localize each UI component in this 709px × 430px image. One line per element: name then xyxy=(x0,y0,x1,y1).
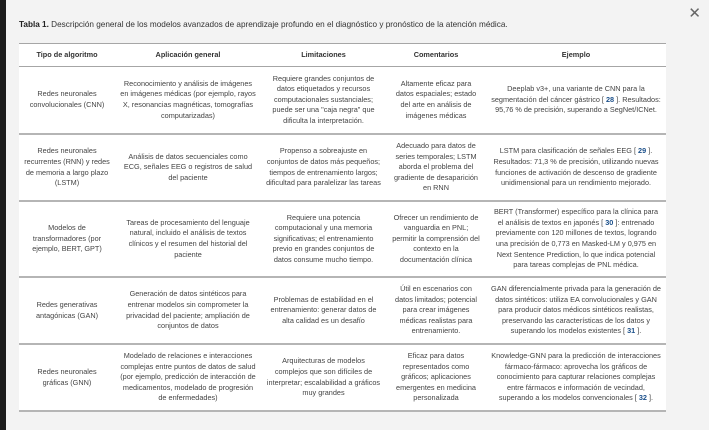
header-aplicacion: Aplicación general xyxy=(115,44,261,67)
cell-limitaciones: Propenso a sobreajuste en conjuntos de datos más pequeños; tiempos de entrenamiento largos; dificultad para paralelizar las tareas xyxy=(261,134,386,201)
close-icon[interactable]: ✕ xyxy=(688,5,701,22)
cell-comentarios: Eficaz para datos representados como gráficos; aplicaciones emergentes en medicina personalizada xyxy=(386,344,486,411)
table-container xyxy=(19,43,666,412)
cell-ejemplo xyxy=(486,201,666,277)
ejemplo-text: ]. Resultados: 95,76 % de precisión, superando a SegNet/ICNet. xyxy=(495,94,661,115)
ejemplo-text: ]: entrenado previamente con 120 millones de textos, logrando una precisión de 0,773 en Masked-LM y 0,975 en Next Sentence Prediction, lo que indica potencial para tareas complejas de PNL médica. xyxy=(495,217,657,270)
ejemplo-text: Deeplab v3+, una variante de CNN para la segmentación del cáncer gástrico [ xyxy=(491,84,645,104)
reference-link[interactable]: 32 xyxy=(638,393,647,403)
cell-limitaciones: Requiere una potencia computacional y una memoria significativas; el entrenamiento previo en grandes conjuntos de datos consume mucho tiempo. xyxy=(261,201,386,277)
cell-aplicacion: Reconocimiento y análisis de imágenes en imágenes médicas (por ejemplo, rayos X, resonancias magnéticas, tomografías computarizadas) xyxy=(115,67,261,135)
cell-aplicacion: Tareas de procesamiento del lenguaje natural, incluido el análisis de textos clínicos y el resumen del historial del paciente xyxy=(115,201,261,277)
cell-comentarios: Altamente eficaz para datos espaciales; estado del arte en análisis de imágenes médicas xyxy=(386,67,486,135)
cell-ejemplo xyxy=(486,134,666,201)
cell-ejemplo xyxy=(486,344,666,411)
ejemplo-text: ]. xyxy=(635,326,642,336)
cell-tipo: Redes neuronales gráficas (GNN) xyxy=(19,344,115,411)
header-tipo: Tipo de algoritmo xyxy=(19,44,115,67)
cell-tipo: Redes neuronales convolucionales (CNN) xyxy=(19,67,115,135)
caption-text: Descripción general de los modelos avanzados de aprendizaje profundo en el diagnóstico y pronóstico de la atención médica. xyxy=(48,20,508,29)
cell-limitaciones: Arquitecturas de modelos complejos que son difíciles de interpretar; escalabilidad a gráficos muy grandes xyxy=(261,344,386,411)
background-edge xyxy=(0,0,6,430)
ejemplo-text: BERT (Transformer) específico para la clínica para el análisis de textos en japonés [ xyxy=(493,207,659,227)
cell-tipo: Modelos de transformadores (por ejemplo, BERT, GPT) xyxy=(19,201,115,277)
cell-ejemplo xyxy=(486,277,666,344)
cell-aplicacion: Generación de datos sintéticos para entrenar modelos sin comprometer la privacidad del paciente; ampliación de conjuntos de datos xyxy=(115,277,261,344)
cell-tipo: Redes neuronales recurrentes (RNN) y redes de memoria a largo plazo (LSTM) xyxy=(19,134,115,201)
header-comentarios: Comentarios xyxy=(386,44,486,67)
cell-aplicacion: Modelado de relaciones e interacciones complejas entre puntos de datos de salud (por ejemplo, predicción de interacción de medicamentos, modelado de progresión de enfermedades) xyxy=(115,344,261,411)
ejemplo-text: LSTM para clasificación de señales EEG [ xyxy=(499,146,639,156)
cell-tipo: Redes generativas antagónicas (GAN) xyxy=(19,277,115,344)
cell-limitaciones: Problemas de estabilidad en el entrenamiento: generar datos de alta calidad es un desafío xyxy=(261,277,386,344)
table-caption xyxy=(19,20,669,29)
header-ejemplo: Ejemplo xyxy=(486,44,666,67)
table-row xyxy=(19,277,666,344)
table-row xyxy=(19,344,666,411)
reference-link[interactable]: 30 xyxy=(605,217,614,227)
table-row xyxy=(19,67,666,135)
table-row xyxy=(19,134,666,201)
reference-link[interactable]: 29 xyxy=(638,146,647,156)
ejemplo-text: ]. xyxy=(646,393,654,403)
ejemplo-text: GAN diferencialmente privada para la generación de datos sintéticos: utiliza EA convolucionales y GAN para producir datos médicos sintéticos realistas, preservando las características de los datos y superando los modelos existentes [ xyxy=(491,284,661,336)
cell-ejemplo xyxy=(486,67,666,135)
header-limitaciones: Limitaciones xyxy=(261,44,386,67)
table-header-row xyxy=(19,44,666,67)
ejemplo-text: Knowledge-GNN para la predicción de interacciones fármaco-fármaco: aprovecha los gráficos de conocimiento para capturar relaciones complejas entre fármacos e información de vecindad, superando a los modelos convencionales [ xyxy=(491,351,661,403)
caption-label: Tabla 1. xyxy=(19,20,49,29)
cell-comentarios: Adecuado para datos de series temporales; LSTM aborda el problema del gradiente de desaparición en RNN xyxy=(386,134,486,201)
cell-comentarios: Útil en escenarios con datos limitados; potencial para crear imágenes médicas realistas para entrenamiento. xyxy=(386,277,486,344)
models-table xyxy=(19,43,666,412)
cell-comentarios: Ofrecer un rendimiento de vanguardia en PNL; permitir la comprensión del contexto en la documentación clínica xyxy=(386,201,486,277)
ejemplo-text: ]. Resultados: 71,3 % de precisión, utilizando nuevas funciones de activación de descenso de gradiente unidimensional para un rendimiento mejorado. xyxy=(493,146,659,188)
table-row xyxy=(19,201,666,277)
cell-aplicacion: Análisis de datos secuenciales como ECG, señales EEG o registros de salud del paciente xyxy=(115,134,261,201)
cell-limitaciones: Requiere grandes conjuntos de datos etiquetados y recursos computacionales sustanciales; puede ser una "caja negra" que dificulta la interpretación. xyxy=(261,67,386,135)
reference-link[interactable]: 31 xyxy=(627,326,636,336)
reference-link[interactable]: 28 xyxy=(606,94,615,104)
